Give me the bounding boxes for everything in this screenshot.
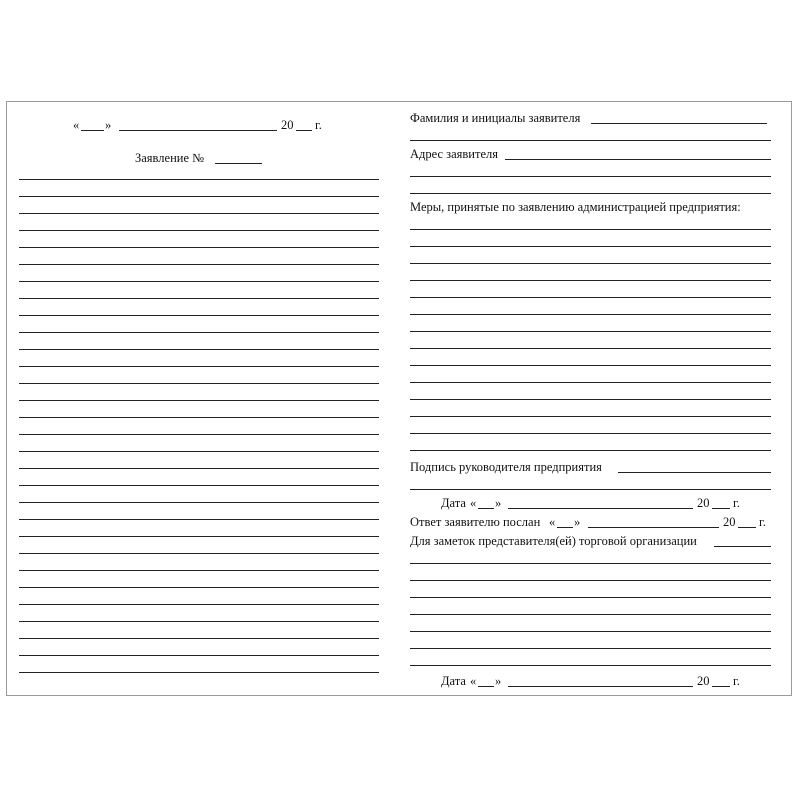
measures-line[interactable] [410,314,771,315]
writing-line[interactable] [19,366,379,367]
writing-line[interactable] [19,638,379,639]
notes-label: Для заметок представителя(ей) торговой организации [410,534,697,548]
measures-line[interactable] [410,365,771,366]
left-date-open-quote: « [73,118,80,132]
date2-close-quote: » [495,674,502,688]
writing-line[interactable] [19,417,379,418]
measures-line[interactable] [410,246,771,247]
writing-line[interactable] [19,468,379,469]
writing-line[interactable] [19,434,379,435]
writing-line[interactable] [19,264,379,265]
manager-signature-line-2[interactable] [410,489,771,490]
measures-line[interactable] [410,433,771,434]
measures-line[interactable] [410,416,771,417]
measures-line[interactable] [410,229,771,230]
date-month-blank[interactable] [508,508,693,509]
measures-label: Меры, принятые по заявлению администрацией предприятия: [410,200,741,214]
writing-line[interactable] [19,332,379,333]
measures-line[interactable] [410,263,771,264]
complaint-number-blank[interactable] [215,163,262,164]
writing-line[interactable] [19,247,379,248]
measures-line[interactable] [410,297,771,298]
applicant-address-line-3[interactable] [410,193,771,194]
writing-line[interactable] [19,451,379,452]
date2-year-prefix: 20 [697,674,710,688]
notes-line[interactable] [410,631,771,632]
writing-line[interactable] [19,179,379,180]
applicant-name-line-2[interactable] [410,140,771,141]
writing-line[interactable] [19,383,379,384]
date-open-quote: « [470,496,477,510]
writing-line[interactable] [19,213,379,214]
date-day-blank[interactable] [478,508,494,509]
measures-line[interactable] [410,450,771,451]
reply-year-prefix: 20 [723,515,736,529]
left-year-blank[interactable] [296,130,312,131]
writing-line[interactable] [19,485,379,486]
writing-line[interactable] [19,621,379,622]
writing-line[interactable] [19,536,379,537]
manager-signature-blank[interactable] [618,472,771,473]
complaint-title: Заявление № [135,151,205,165]
notes-line[interactable] [410,648,771,649]
measures-line[interactable] [410,348,771,349]
writing-line[interactable] [19,349,379,350]
writing-line[interactable] [19,655,379,656]
reply-open-quote: « [549,515,556,529]
applicant-address-blank[interactable] [505,159,771,160]
writing-line[interactable] [19,196,379,197]
writing-line[interactable] [19,587,379,588]
writing-line[interactable] [19,281,379,282]
reply-year-blank[interactable] [738,527,756,528]
date2-year-blank[interactable] [712,686,730,687]
left-month-blank[interactable] [119,130,277,131]
writing-line[interactable] [19,230,379,231]
applicant-address-label: Адрес заявителя [410,147,498,161]
writing-line[interactable] [19,298,379,299]
notes-blank[interactable] [714,546,771,547]
left-date-close-quote: » [105,118,112,132]
applicant-name-label: Фамилия и инициалы заявителя [410,111,581,125]
applicant-address-line-2[interactable] [410,176,771,177]
measures-line[interactable] [410,382,771,383]
writing-line[interactable] [19,502,379,503]
date-close-quote: » [495,496,502,510]
date2-label: Дата [441,674,466,688]
left-year-prefix: 20 [281,118,294,132]
measures-line[interactable] [410,399,771,400]
writing-line[interactable] [19,604,379,605]
manager-signature-label: Подпись руководителя предприятия [410,460,602,474]
notes-line[interactable] [410,614,771,615]
date2-day-blank[interactable] [478,686,494,687]
measures-line[interactable] [410,331,771,332]
reply-day-blank[interactable] [557,527,573,528]
measures-line[interactable] [410,280,771,281]
notes-line[interactable] [410,665,771,666]
reply-month-blank[interactable] [588,527,719,528]
date2-month-blank[interactable] [508,686,693,687]
writing-line[interactable] [19,570,379,571]
date2-year-suffix: г. [733,674,740,688]
date-year-suffix: г. [733,496,740,510]
reply-sent-label: Ответ заявителю послан [410,515,541,529]
writing-line[interactable] [19,553,379,554]
writing-line[interactable] [19,672,379,673]
left-year-suffix: г. [315,118,322,132]
notes-line[interactable] [410,563,771,564]
left-day-blank[interactable] [81,130,104,131]
writing-line[interactable] [19,519,379,520]
reply-year-suffix: г. [759,515,766,529]
notes-line[interactable] [410,597,771,598]
writing-line[interactable] [19,400,379,401]
applicant-name-blank[interactable] [591,123,767,124]
notes-line[interactable] [410,580,771,581]
date-year-prefix: 20 [697,496,710,510]
reply-close-quote: » [574,515,581,529]
writing-line[interactable] [19,315,379,316]
date-year-blank[interactable] [712,508,730,509]
date-label: Дата [441,496,466,510]
date2-open-quote: « [470,674,477,688]
